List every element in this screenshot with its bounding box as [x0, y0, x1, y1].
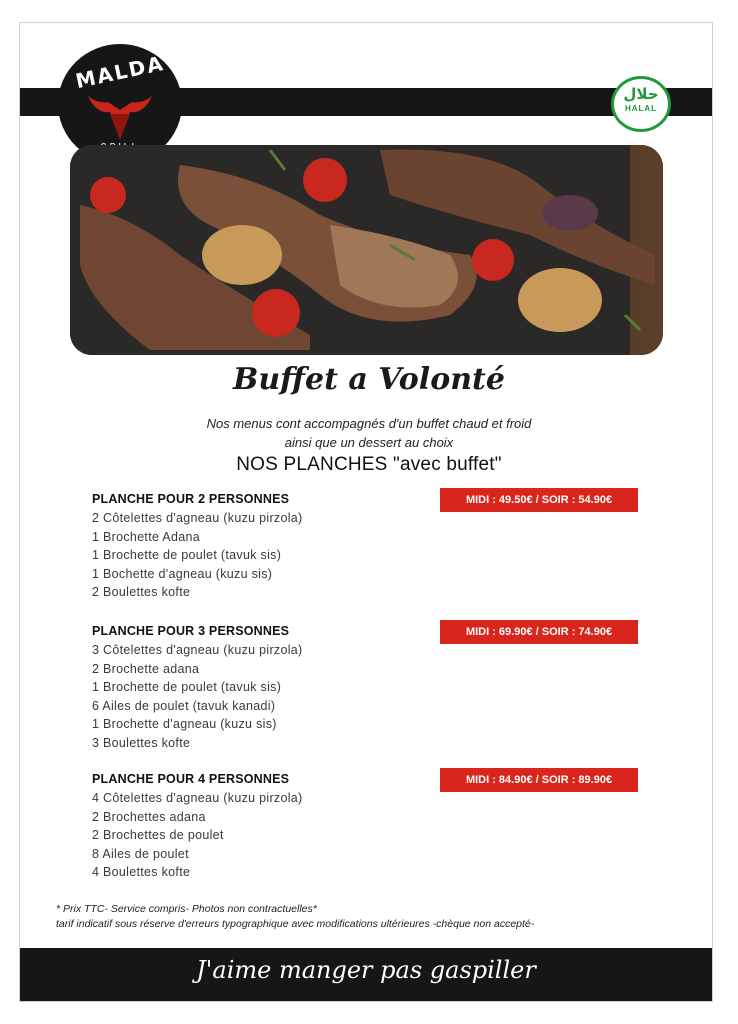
list-item: 1 Brochette d'agneau (kuzu sis) [92, 717, 277, 731]
list-item: 1 Bochette d'agneau (kuzu sis) [92, 566, 273, 581]
intro-line-2: ainsi que un dessert au choix [284, 435, 454, 450]
list-item: 2 Brochettes adana [92, 809, 206, 824]
planche-title: PLANCHE POUR 4 PERSONNES [92, 772, 290, 786]
footnote-line-1: * Prix TTC- Service compris- Photos non contractuelles* [56, 903, 317, 915]
planche-title: PLANCHE POUR 3 PERSONNES [92, 624, 290, 638]
slogan: J'aime manger pas gaspiller [196, 956, 536, 984]
list-item: 2 Boulettes kofte [92, 585, 191, 599]
list-item: 8 Ailes de poulet [92, 846, 189, 861]
intro-text [0, 414, 738, 452]
list-item: 1 Brochette de poulet (tavuk sis) [92, 548, 282, 562]
page-title: Buffet a Volonté [233, 362, 505, 397]
list-item: 4 Boulettes kofte [92, 865, 191, 879]
halal-label: HALAL [624, 104, 658, 113]
planche-title: PLANCHE POUR 2 PERSONNES [92, 492, 290, 506]
bottom-band [20, 948, 712, 1001]
list-item: 1 Brochette de poulet (tavuk sis) [92, 680, 282, 694]
intro-line-1: Nos menus cont accompagnés d'un buffet chaud et froid [206, 416, 532, 431]
price-badge: MIDI : 49.50€ / SOIR : 54.90€ [440, 488, 638, 512]
price-badge: MIDI : 69.90€ / SOIR : 74.90€ [440, 620, 638, 644]
list-item: 2 Brochettes de poulet [92, 828, 224, 842]
footnote-line-2: tarif indicatif sous réserve d'erreurs typographique avec modifications ultérieures -chèque non accepté- [56, 918, 535, 930]
list-item: 4 Côtelettes d'agneau (kuzu pirzola) [92, 791, 303, 805]
price-badge: MIDI : 84.90€ / SOIR : 89.90€ [440, 768, 638, 792]
brand-name: MALDA [73, 50, 167, 94]
list-item: 1 Brochette Adana [92, 529, 200, 544]
section-subtitle: NOS PLANCHES "avec buffet" [236, 454, 502, 475]
list-item: 2 Côtelettes d'agneau (kuzu pirzola) [92, 511, 303, 525]
list-item: 2 Brochette adana [92, 661, 200, 676]
halal-badge [611, 76, 671, 132]
halal-arabic-text: حلال [623, 85, 659, 103]
footnote [56, 902, 534, 932]
list-item: 6 Ailes de poulet (tavuk kanadi) [92, 698, 276, 713]
list-item: 3 Boulettes kofte [92, 735, 191, 750]
grilled-meat-photo [70, 145, 663, 355]
list-item: 3 Côtelettes d'agneau (kuzu pirzola) [92, 643, 303, 657]
